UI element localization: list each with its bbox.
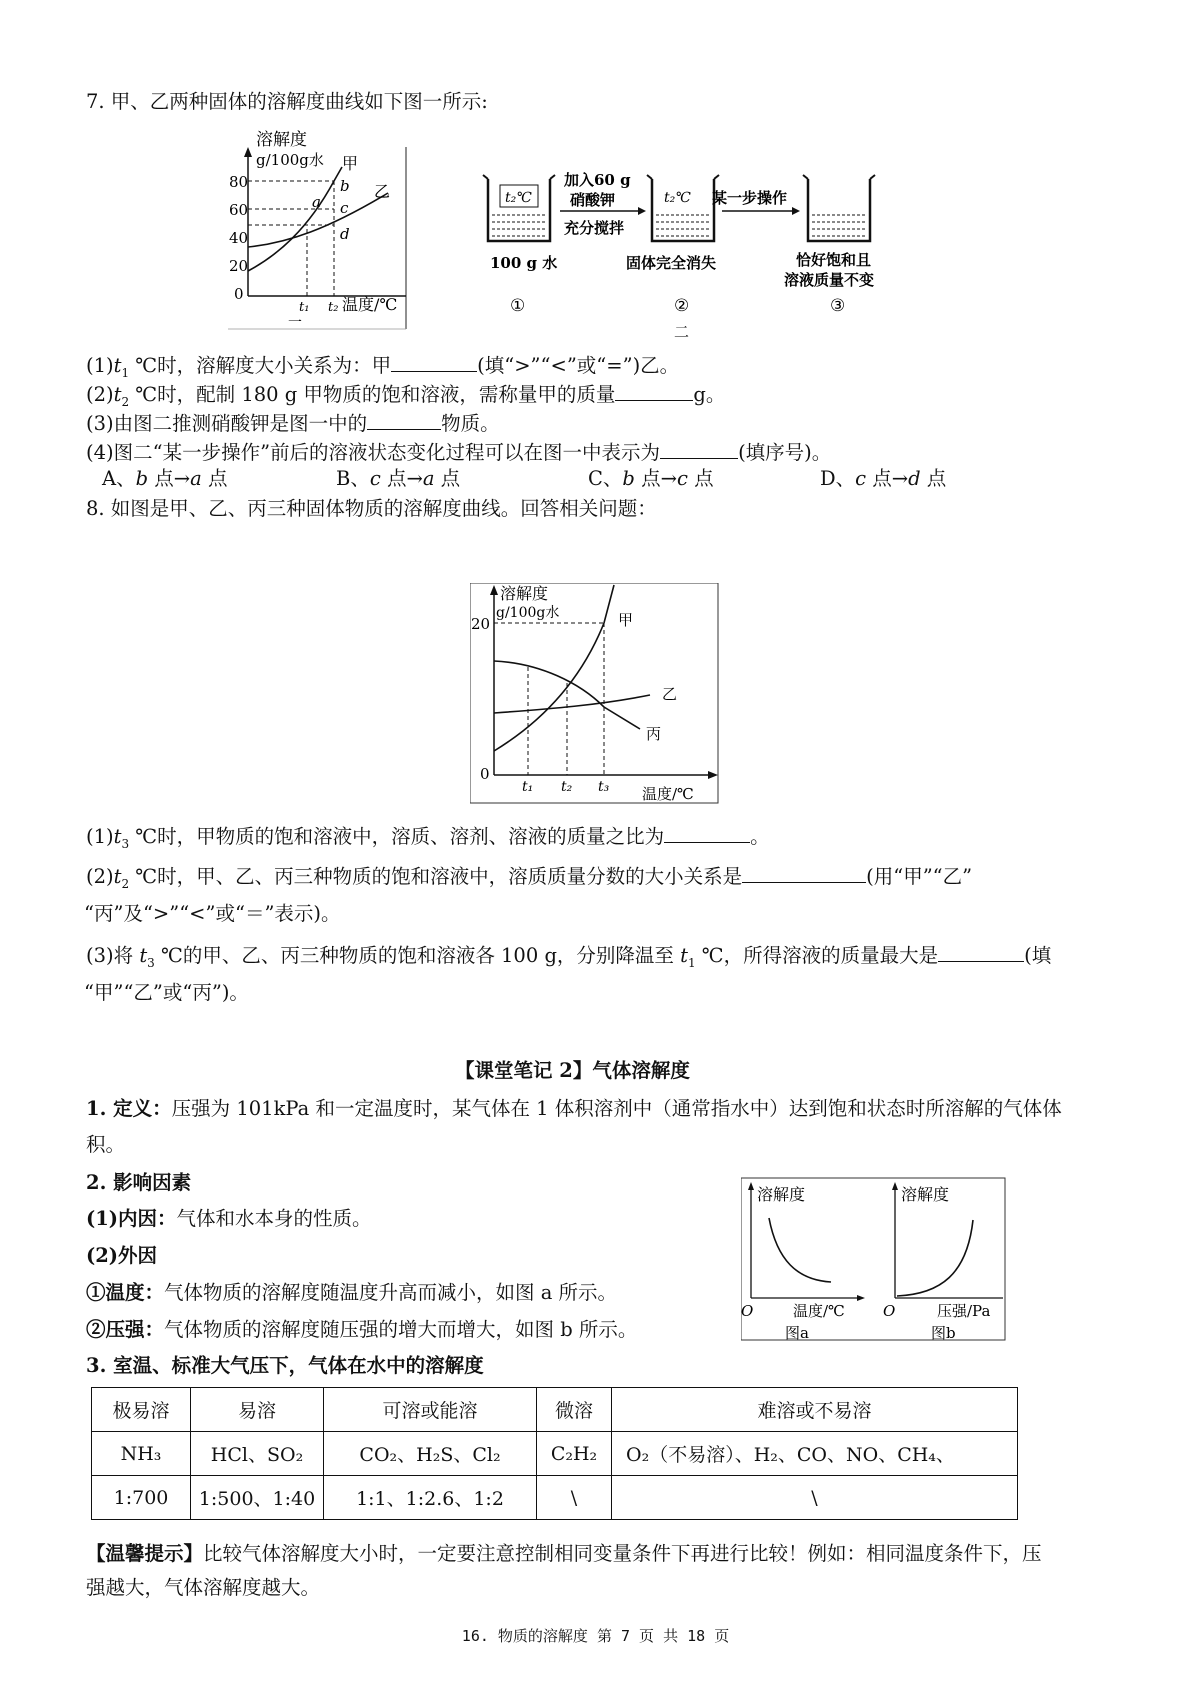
fig1-ytick-60: 60: [229, 201, 249, 219]
q8-title: 8. 如图是甲、乙、丙三种固体物质的溶解度曲线。回答相关问题：: [86, 497, 657, 520]
fig8-ylabel2: g/100g水: [496, 605, 560, 621]
q8-sub2: $(2)t_2$ ℃时，甲、乙、丙三种物质的饱和溶液中，溶质质量分数的大小关系是 (用“甲”“乙”: [86, 862, 972, 897]
fig1-ytick-0: 0: [234, 285, 244, 303]
fig1-ytick-20: 20: [229, 257, 249, 275]
note2-inner: (1)内因：气体和水本身的性质。: [86, 1207, 372, 1230]
fig-a-xlabel: 温度/℃: [793, 1302, 845, 1320]
num-beaker-3: ③: [830, 296, 846, 316]
label-beaker-3a: 恰好饱和且: [796, 251, 872, 269]
answer-blank[interactable]: [742, 862, 866, 883]
q7-option-b: B、c 点→a 点: [336, 467, 461, 490]
fig-b-caption: 图b: [931, 1324, 956, 1342]
fig1-xtick-t2: t₂: [328, 300, 339, 315]
q7-sub4: (4)图二“某一步操作”前后的溶液状态变化过程可以在图一中表示为 (填序号)。: [86, 438, 831, 466]
fig1-curve-label-jia: 甲: [342, 154, 359, 173]
fig1-ylabel2: g/100g水: [256, 151, 324, 169]
table-cell: 1:1、1:2.6、1:2: [324, 1476, 537, 1520]
note2-outer: (2)外因: [86, 1244, 158, 1267]
fig-a-caption: 图a: [785, 1324, 809, 1342]
gas-figures: [741, 1170, 1007, 1342]
answer-blank[interactable]: [664, 822, 750, 843]
fig1-point-a: a: [312, 193, 321, 211]
num-beaker-2: ②: [674, 296, 690, 316]
beaker-2: [647, 175, 719, 241]
arrow2-top: 某一步操作: [712, 189, 788, 207]
note2-heading: 【课堂笔记 2】气体溶解度: [455, 1059, 690, 1082]
beaker-1-temp: t₂℃: [505, 190, 532, 206]
fig8-label-yi: 乙: [662, 685, 678, 703]
fig1-ylabel1: 溶解度: [256, 130, 307, 150]
q7-title: 7. 甲、乙两种固体的溶解度曲线如下图一所示:: [86, 90, 488, 113]
table-header: 可溶或能溶: [324, 1388, 537, 1432]
fig-a-ylabel: 溶解度: [757, 1185, 806, 1204]
fig8-ytick-0: 0: [480, 765, 490, 783]
arrow1-bottom: 充分搅拌: [564, 219, 625, 237]
fig8-label-bing: 丙: [646, 725, 662, 743]
fig2-caption: 二: [674, 323, 690, 340]
fig8-xtick-t1: t₁: [522, 779, 534, 795]
fig-b-xlabel: 压强/Pa: [937, 1302, 991, 1320]
beaker-2-temp: t₂℃: [664, 190, 691, 206]
fig8-xtick-t2: t₂: [561, 779, 573, 795]
table-cell: 1:500、1:40: [191, 1476, 324, 1520]
note2-factors: 2. 影响因素: [86, 1171, 192, 1194]
fig8-ylabel1: 溶解度: [500, 584, 549, 603]
q7-option-a: A、b 点→a 点: [102, 467, 228, 490]
note2-temperature: ①温度：气体物质的溶解度随温度升高而减小，如图 a 所示。: [86, 1281, 618, 1304]
table-row: [92, 1432, 1018, 1476]
q8-sub3: (3)将 $t_3$ ℃的甲、乙、丙三种物质的饱和溶液各 100 g，分别降温至 $t_1$ ℃，所得溶液的质量最大是 (填: [86, 941, 1051, 976]
page-footer: 16. 物质的溶解度 第 7 页 共 18 页: [461, 1627, 730, 1645]
label-beaker-2: 固体完全消失: [626, 254, 717, 272]
table-cell: C₂H₂: [537, 1432, 612, 1476]
q8-sub3-line2: “甲”“乙”或“丙”)。: [84, 981, 249, 1004]
note2-table-title: 3. 室温、标准大气压下，气体在水中的溶解度: [86, 1354, 484, 1377]
q7-sub2: $(2)t_2$ ℃时，配制 180 g 甲物质的饱和溶液，需称量甲的质量 g。: [86, 380, 725, 415]
table-header: 易溶: [191, 1388, 324, 1432]
q7-option-c: C、b 点→c 点: [588, 467, 714, 490]
fig1-ytick-40: 40: [229, 229, 249, 247]
fig-b-ylabel: 溶解度: [901, 1185, 950, 1204]
answer-blank[interactable]: [938, 941, 1024, 962]
table-row: [92, 1476, 1018, 1520]
arrow1-top2: 硝酸钾: [570, 191, 616, 209]
arrow1-top1: 加入60 g: [564, 171, 631, 189]
table-cell: 1:700: [92, 1476, 191, 1520]
answer-blank[interactable]: [615, 380, 693, 401]
q7-sub1: $(1)t_1$ ℃时，溶解度大小关系为：甲 (填“>”“<”或“=”)乙。: [86, 351, 679, 386]
table-header: 微溶: [537, 1388, 612, 1432]
note2-definition: 1. 定义：压强为 101kPa 和一定温度时，某气体在 1 体积溶剂中（通常指水中）达到饱和状态时所溶解的气体体: [86, 1097, 1062, 1120]
table-cell: O₂（不易溶）、H₂、CO、NO、CH₄、: [612, 1432, 1018, 1476]
table-header: 难溶或不易溶: [612, 1388, 1018, 1432]
beaker-3: [803, 175, 875, 241]
fig1-point-b: b: [340, 177, 350, 195]
fig8-ytick-20: 20: [471, 615, 491, 633]
fig-a-origin: O: [741, 1302, 754, 1320]
q8-figure: [470, 583, 720, 805]
table-header: 极易溶: [92, 1388, 191, 1432]
table-cell: CO₂、H₂S、Cl₂: [324, 1432, 537, 1476]
num-beaker-1: ①: [510, 296, 526, 316]
fig8-xtick-t3: t₃: [598, 779, 610, 795]
answer-blank[interactable]: [367, 409, 441, 430]
q8-sub2-line2: “丙”及“>”“<”或“＝”表示)。: [84, 902, 341, 925]
fig1-point-d: d: [340, 225, 350, 243]
note2-tip-line2: 强越大，气体溶解度越大。: [86, 1576, 321, 1599]
fig1-ytick-80: 80: [229, 173, 249, 191]
fig1-xtick-t1: t₁: [299, 300, 310, 315]
q7-sub3: (3)由图二推测硝酸钾是图一中的 物质。: [86, 409, 500, 437]
fig1-xlabel: 温度/℃: [342, 295, 398, 314]
table-cell: \: [612, 1476, 1018, 1520]
label-beaker-1: 100 g 水: [490, 254, 558, 272]
gas-solubility-table: [91, 1387, 1018, 1520]
table-cell: \: [537, 1476, 612, 1520]
answer-blank[interactable]: [391, 351, 477, 372]
table-cell: HCl、SO₂: [191, 1432, 324, 1476]
fig8-label-jia: 甲: [618, 611, 634, 629]
q7-option-d: D、c 点→d 点: [820, 467, 947, 490]
q7-figure1: [228, 125, 408, 332]
fig1-curve-label-yi: 乙: [374, 182, 391, 201]
fig8-xlabel: 温度/℃: [642, 785, 694, 803]
q8-sub1: $(1)t_3$ ℃时，甲物质的饱和溶液中，溶质、溶剂、溶液的质量之比为 。: [86, 822, 770, 857]
fig-b-origin: O: [883, 1302, 896, 1320]
answer-blank[interactable]: [660, 438, 738, 459]
q7-figure2: [478, 165, 918, 340]
note2-tip: 【温馨提示】比较气体溶解度大小时，一定要注意控制相同变量条件下再进行比较！例如：相同温度条件下，压: [86, 1542, 1042, 1565]
beaker-1: [483, 175, 555, 241]
table-header-row: [92, 1388, 1018, 1432]
note2-definition-line2: 积。: [86, 1133, 126, 1156]
fig1-point-c: c: [340, 199, 349, 217]
note2-pressure: ②压强：气体物质的溶解度随压强的增大而增大，如图 b 所示。: [86, 1318, 638, 1341]
fig1-caption: 一: [288, 315, 302, 331]
label-beaker-3b: 溶液质量不变: [784, 271, 875, 289]
table-cell: NH₃: [92, 1432, 191, 1476]
